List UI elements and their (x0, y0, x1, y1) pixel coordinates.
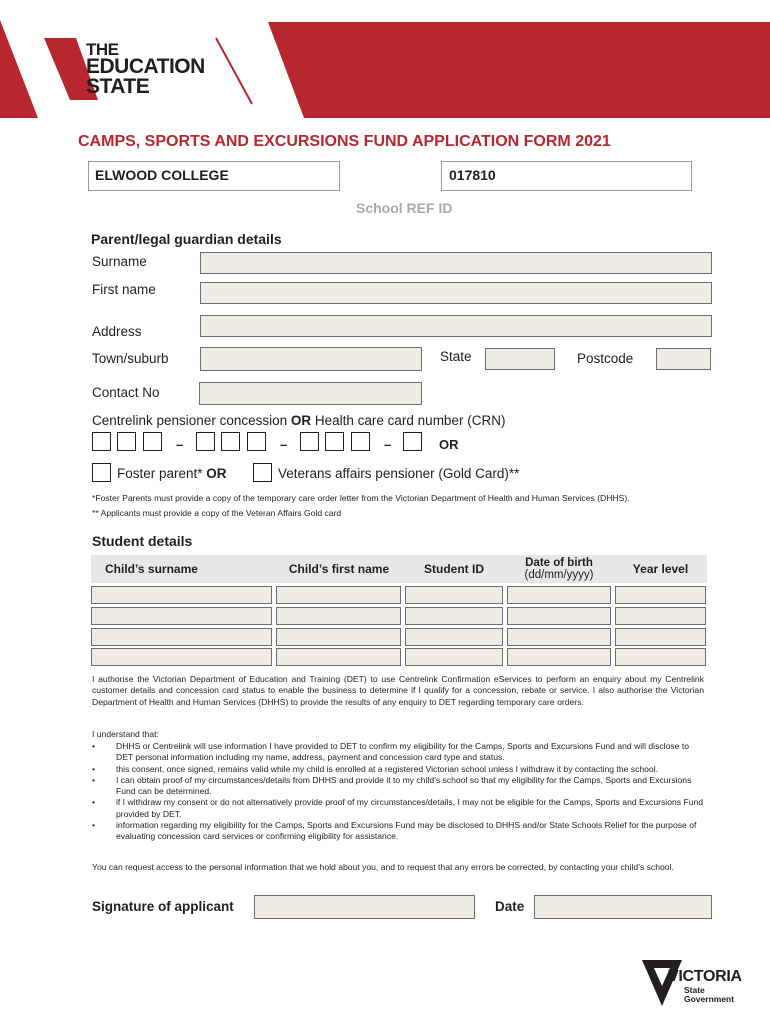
row3-student-id[interactable] (405, 628, 503, 646)
first-name-label: First name (92, 282, 156, 297)
crn-digit-9[interactable] (351, 432, 370, 451)
row2-first-name[interactable] (276, 607, 401, 625)
row2-surname[interactable] (91, 607, 272, 625)
town-label: Town/suburb (92, 351, 169, 366)
col-dob (506, 555, 612, 583)
crn-digit-6[interactable] (247, 432, 266, 451)
school-ref-id: 017810 (449, 167, 496, 183)
col-year-level-label: Year level (632, 562, 689, 576)
row3-surname[interactable] (91, 628, 272, 646)
crn-digit-5[interactable] (221, 432, 240, 451)
veterans-note: ** Applicants must provide a copy of the Veteran Affairs Gold card (92, 508, 342, 518)
state-wordmark: State (684, 985, 705, 995)
col-first-name-label: Child’s first name (288, 562, 390, 576)
crn-dash-2: – (280, 437, 288, 452)
row2-year[interactable] (615, 607, 706, 625)
student-heading: Student details (92, 533, 193, 549)
crn-digit-8[interactable] (325, 432, 344, 451)
date-field[interactable] (534, 895, 712, 919)
crn-label-post: Health care card number (CRN) (311, 413, 506, 428)
col-dob-label: Date of birth (525, 557, 593, 569)
row4-student-id[interactable] (405, 648, 503, 666)
state-field[interactable] (485, 348, 555, 370)
consent-bullet-3: • I can obtain proof of my circumstances/details from DHHS and provide it to my child’s school so that my eligibility for the Camps, Sports and Excursions Fund can be determined. (92, 775, 704, 798)
foster-checkbox[interactable] (92, 463, 111, 482)
crn-digit-2[interactable] (117, 432, 136, 451)
foster-label (117, 466, 227, 481)
row2-student-id[interactable] (405, 607, 503, 625)
crn-label (92, 413, 505, 428)
row4-surname[interactable] (91, 648, 272, 666)
access-paragraph: You can request access to the personal information that we hold about you, and to request that any errors be corrected, by contacting your child’s school. (92, 862, 674, 872)
understand-label: I understand that: (92, 729, 159, 739)
state-label: State (440, 349, 472, 364)
consent-bullet-2: • this consent, once signed, remains valid while my child is enrolled at a registered Victorian school unless I withdraw it by contacting the school. (92, 764, 704, 775)
consent-bullet-1: • DHHS or Centrelink will use information I have provided to DET to confirm my eligibility for the Camps, Sports and Excursions Fund and will disclose to DET personal information including my name, address, payment and concession card type and status. (92, 741, 704, 764)
veterans-label: Veterans affairs pensioner (Gold Card)** (278, 466, 520, 481)
col-surname (91, 555, 274, 583)
crn-digit-4[interactable] (196, 432, 215, 451)
town-field[interactable] (200, 347, 422, 371)
victoria-wordmark: VICTORIA (668, 968, 742, 985)
signature-field[interactable] (254, 895, 475, 919)
col-year-level (614, 555, 707, 583)
row4-dob[interactable] (507, 648, 611, 666)
logo-line (216, 38, 252, 104)
contact-field[interactable] (199, 382, 422, 405)
row2-dob[interactable] (507, 607, 611, 625)
row3-year[interactable] (615, 628, 706, 646)
logo-education: EDUCATION (86, 55, 205, 78)
row4-first-name[interactable] (276, 648, 401, 666)
crn-label-pre: Centrelink pensioner concession (92, 413, 291, 428)
crn-or: OR (439, 437, 459, 452)
col-dob-format: (dd/mm/yyyy) (524, 569, 594, 581)
row1-year[interactable] (615, 586, 706, 604)
crn-label-or: OR (290, 413, 312, 428)
surname-label: Surname (92, 254, 147, 269)
first-name-field[interactable] (200, 282, 712, 304)
postcode-label: Postcode (577, 351, 634, 366)
consent-bullet-4: • if I withdraw my consent or do not alternatively provide proof of my circumstances/details, I may not be eligible for the Camps, Sports and Excursions Fund provided by DET. (92, 797, 704, 820)
parent-heading: Parent/legal guardian details (91, 231, 282, 247)
row3-dob[interactable] (507, 628, 611, 646)
crn-dash-3: – (384, 437, 392, 452)
foster-or: OR (206, 466, 227, 481)
school-name: ELWOOD COLLEGE (95, 167, 229, 183)
crn-dash-1: – (176, 437, 184, 452)
crn-digit-10[interactable] (403, 432, 422, 451)
crn-digit-1[interactable] (92, 432, 111, 451)
col-student-id (404, 555, 504, 583)
signature-label: Signature of applicant (92, 899, 234, 914)
col-first-name (276, 555, 402, 583)
consent-bullet-5: • information regarding my eligibility for the Camps, Sports and Excursions Fund may be disclosed to DHHS and/or State Schools Relief for the purpose of evaluating concession card services or confirming eligibility for assistance. (92, 820, 704, 843)
row1-student-id[interactable] (405, 586, 503, 604)
form-title: CAMPS, SPORTS AND EXCURSIONS FUND APPLICATION FORM 2021 (78, 133, 611, 150)
logo-state: STATE (86, 75, 150, 98)
address-label: Address (92, 324, 142, 339)
banner-left-triangle (0, 20, 38, 118)
postcode-field[interactable] (656, 348, 711, 370)
crn-digit-7[interactable] (300, 432, 319, 451)
row1-first-name[interactable] (276, 586, 401, 604)
veterans-checkbox[interactable] (253, 463, 272, 482)
foster-note: *Foster Parents must provide a copy of the temporary care order letter from the Victorian Department of Health and Human Services (DHHS). (92, 493, 630, 503)
consent-bullets (92, 741, 704, 843)
date-label: Date (495, 899, 525, 914)
consent-paragraph: I authorise the Victorian Department of Education and Training (DET) to use Centrelink Confirmation eServices to perform an enquiry about my Centrelink customer details and concession card status to enable the business to determine if I qualify for a concession, rebate or service. I also authorise the Victorian Department of Health and Human Services (DHHS) to provide the results of any enquiry to DET regarding temporary care orders. (92, 674, 704, 707)
col-student-id-label: Student ID (424, 562, 484, 576)
row4-year[interactable] (615, 648, 706, 666)
crn-digit-3[interactable] (143, 432, 162, 451)
banner-right-band (268, 22, 770, 118)
address-field[interactable] (200, 315, 712, 337)
government-wordmark: Government (684, 994, 735, 1004)
school-ref-label: School REF ID (356, 200, 453, 216)
col-surname-label: Child’s surname (105, 562, 198, 576)
surname-field[interactable] (200, 252, 712, 274)
contact-label: Contact No (92, 385, 160, 400)
row1-surname[interactable] (91, 586, 272, 604)
row1-dob[interactable] (507, 586, 611, 604)
row3-first-name[interactable] (276, 628, 401, 646)
logo-the: THE (86, 40, 119, 59)
foster-label-text: Foster parent* (117, 466, 207, 481)
